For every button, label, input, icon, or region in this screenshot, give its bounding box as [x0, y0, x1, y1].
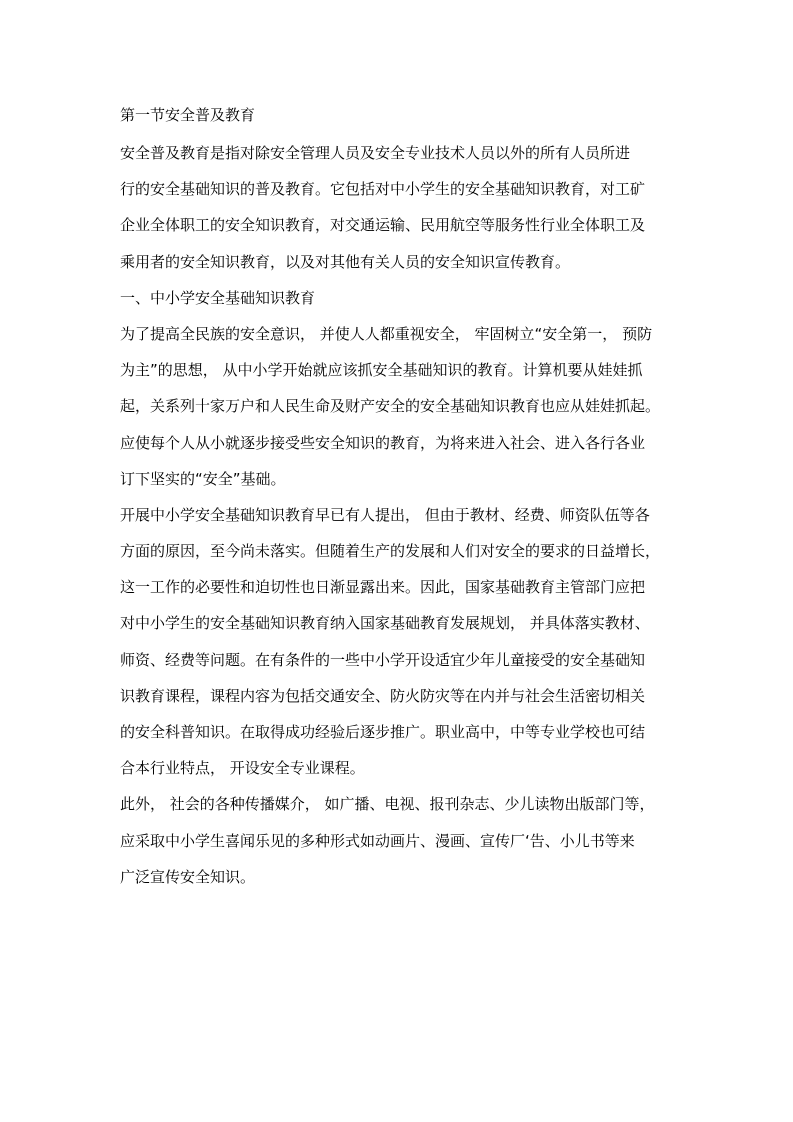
text-line: 订下坚实的“安全”基础。 — [120, 469, 286, 488]
text-line: 对中小学生的安全基础知识教育纳入国家基础教育发展规划， 并具体落实教材、 — [120, 614, 650, 633]
document-body — [120, 104, 690, 902]
section-heading: 一、中小学安全基础知识教育 — [120, 288, 316, 307]
intro-paragraph — [120, 142, 690, 287]
text-line: 师资、经费等问题。在有条件的一些中小学开设适宜少年儿童接受的安全基础知 — [120, 650, 646, 669]
text-line: 方面的原因，至今尚未落实。但随着生产的发展和人们对安全的要求的日益增长， — [120, 542, 661, 561]
text-line: 开展中小学安全基础知识教育早已有人提出， 但由于教材、经费、师资队伍等各 — [120, 505, 650, 524]
text-line: 此外， 社会的各种传播媒介， 如广播、电视、报刊杂志、少儿读物出版部门等， — [120, 795, 655, 814]
text-line: 乘用者的安全知识教育，以及对其他有关人员的安全知识宣传教育。 — [120, 252, 571, 271]
text-line: 为了提高全民族的安全意识， 并使人人都重视安全， 牢固树立“安全第一， 预防 — [120, 324, 653, 343]
text-line: 应使每个人从小就逐步接受些安全知识的教育，为将来进入社会、进入各行各业 — [120, 433, 646, 452]
text-line: 安全普及教育是指对除安全管理人员及安全专业技术人员以外的所有人员所进 — [120, 144, 631, 162]
paragraph-1 — [120, 323, 690, 504]
text-line: 合本行业特点， 开设安全专业课程。 — [120, 759, 365, 778]
text-line: 应采取中小学生喜闻乐见的多种形式如动画片、漫画、宣传厂‘告、小儿书等来 — [120, 831, 635, 850]
paragraph-3 — [120, 793, 690, 902]
text-line: 的安全科普知识。在取得成功经验后逐步推广。职业高中，中等专业学校也可结 — [120, 723, 646, 741]
paragraph-2 — [120, 504, 690, 794]
text-line: 为主”的思想， 从中小学开始就应该抓安全基础知识的教育。计算机要从娃娃抓 — [120, 361, 643, 380]
text-line: 企业全体职工的安全知识教育，对交通运输、民用航空等服务性行业全体职工及 — [120, 216, 646, 235]
text-line: 广泛宣传安全知识。 — [120, 867, 256, 886]
text-line: 这一工作的必要性和迫切性也日渐显露出来。因此，国家基础教育主管部门应把 — [120, 578, 646, 597]
text-line: 行的安全基础知识的普及教育。它包括对中小学生的安全基础知识教育，对工矿 — [120, 180, 646, 199]
page-title: 第一节安全普及教育 — [120, 106, 256, 124]
text-line: 起，关系列十家万户和人民生命及财产安全的安全基础知识教育也应从娃娃抓起。 — [120, 397, 661, 416]
text-line: 识教育课程，课程内容为包括交通安全、防火防灾等在内并与社会生活密切相关 — [120, 686, 646, 705]
